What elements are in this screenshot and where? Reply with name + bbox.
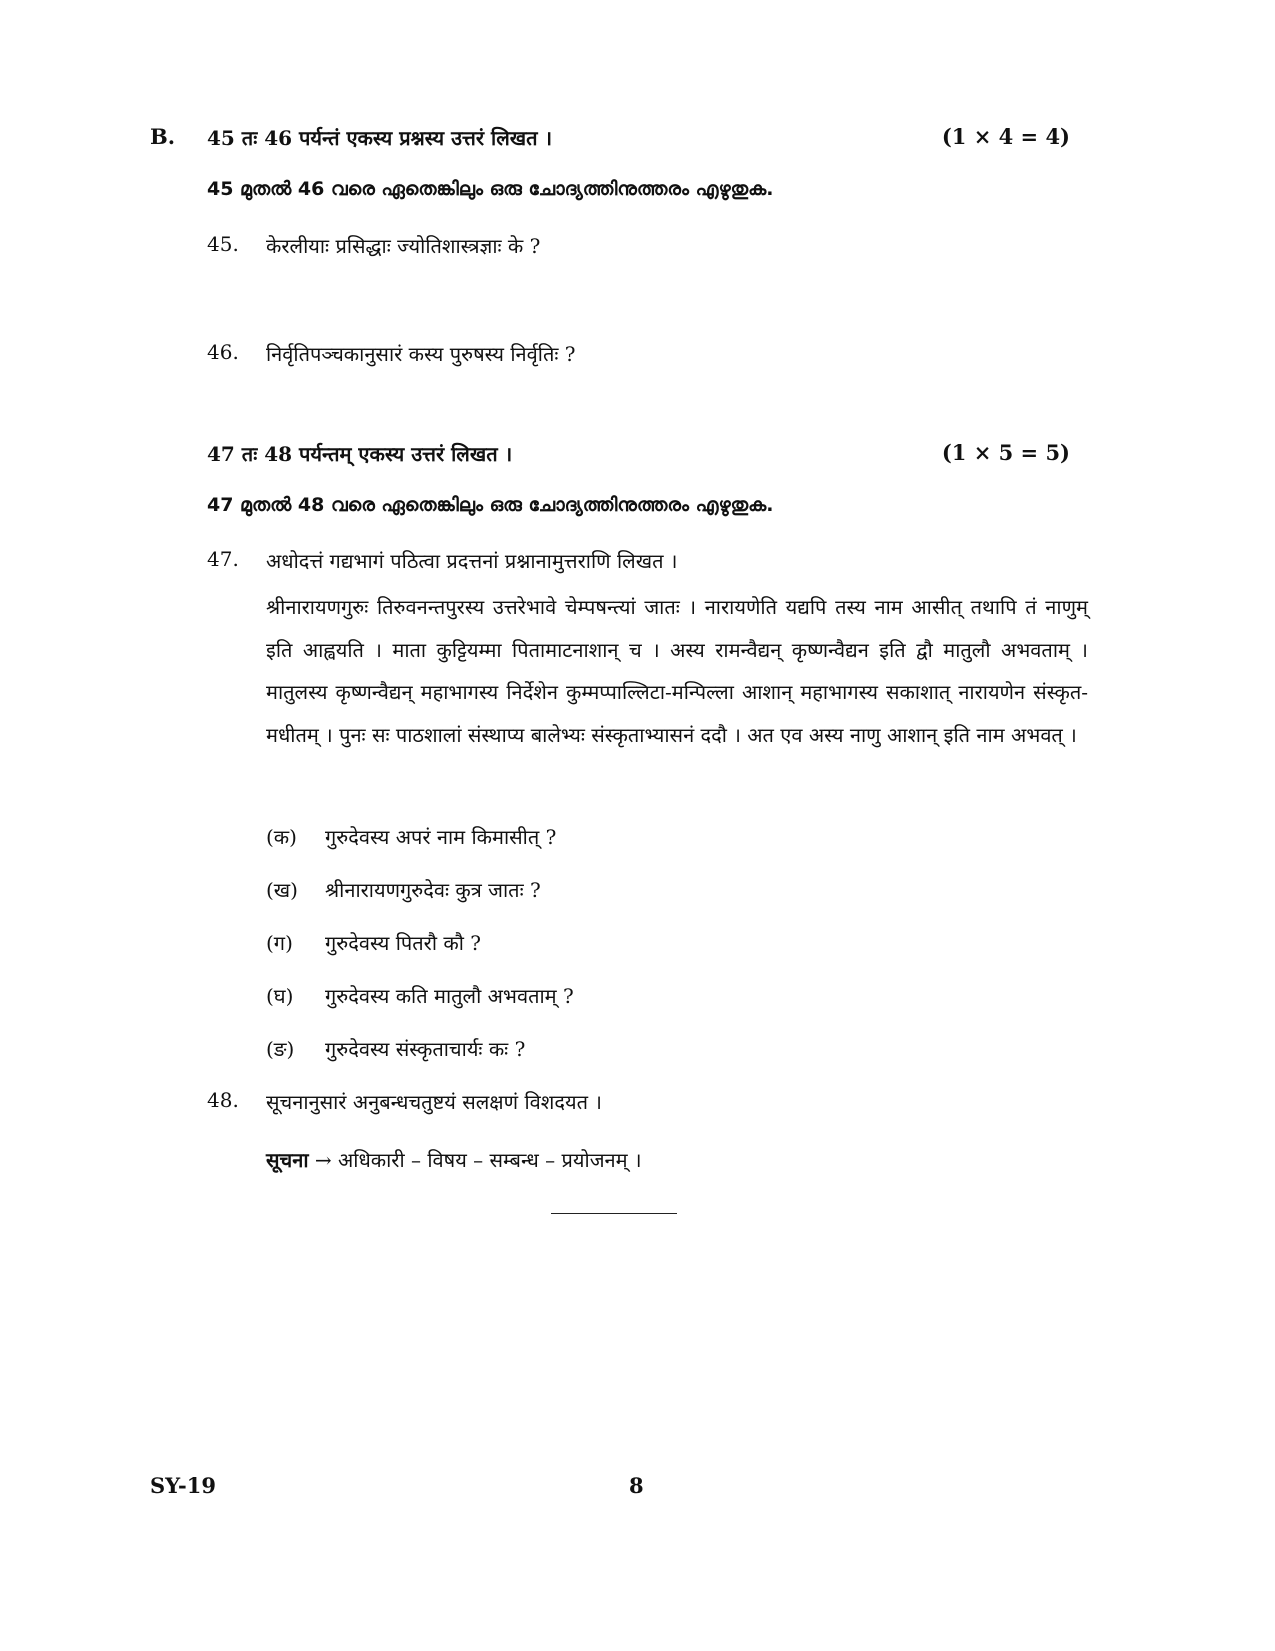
subquestion-text-nga: गुरुदेवस्य संस्कृताचार्यः कः ? (325, 1037, 526, 1061)
question-text-48: सूचनानुसारं अनुबन्धचतुष्टयं सलक्षणं विशदयत । (266, 1090, 602, 1114)
question-text-45: केरलीयाः प्रसिद्धाः ज्योतिशास्त्रज्ञाः के ? (266, 234, 541, 258)
question-text-46: निर्वृतिपञ्चकानुसारं कस्य पुरुषस्य निर्वृतिः ? (266, 342, 576, 366)
question-number-46: 46. (207, 340, 239, 364)
subquestion-text-ka: गुरुदेवस्य अपरं नाम किमासीत् ? (325, 825, 557, 849)
paper-code: SY-19 (150, 1473, 216, 1498)
hint-label: सूचना (266, 1148, 309, 1172)
section-47-malayalam-instruction: 47 മുതൽ 48 വരെ ഏതെങ്കിലും ഒരു ചോദ്യത്തിനുത്തരം എഴുതുക. (207, 494, 774, 516)
section-b-malayalam-instruction: 45 മുതൽ 46 വരെ ഏതെങ്കിലും ഒരു ചോദ്യത്തിനുത്തരം എഴുതുക. (207, 178, 774, 200)
section-letter: B. (150, 124, 176, 149)
subquestion-label-gha: (घ) (266, 984, 294, 1008)
section-47-marks: (1 × 5 = 5) (941, 440, 1070, 465)
page-number: 8 (629, 1473, 644, 1498)
subquestion-text-gha: गुरुदेवस्य कति मातुलौ अभवताम् ? (325, 984, 574, 1008)
hint-text: अधिकारी – विषय – सम्बन्ध – प्रयोजनम् । (337, 1148, 642, 1172)
prose-passage (266, 586, 1088, 756)
subquestion-label-ka: (क) (266, 825, 297, 849)
section-47-instruction: 47 तः 48 पर्यन्तम् एकस्य उत्तरं लिखत । (207, 442, 513, 466)
end-rule (551, 1213, 677, 1214)
passage-text: श्रीनारायणगुरुः तिरुवनन्तपुरस्य उत्तरेभावे चेम्पषन्त्यां जातः । नारायणेति यद्यपि तस्य नाम आसीत् तथापि तं नाणुम् इति आह्वयति । माता कुट्टियम्मा पितामाटनाशान् च । अस्य रामन्वैद्यन् कृष्णन्वैद्यन इति द्वौ मातुलौ अभवताम् । मातुलस्य कृष्णन्वैद्यन् महाभागस्य निर्देशेन कुम्मप्पाल्लिटा-मन्पिल्ला आशान् महाभागस्य सकाशात् नारायणेन संस्कृत-मधीतम् । पुनः सः पाठशालां संस्थाप्य बालेभ्यः संस्कृताभ्यासनं ददौ । अत एव अस्य नाणु आशान् इति नाम अभवत् । (266, 595, 1088, 747)
subquestion-label-ga: (ग) (266, 931, 293, 955)
question-number-48: 48. (207, 1088, 239, 1112)
subquestion-text-kha: श्रीनारायणगुरुदेवः कुत्र जातः ? (325, 878, 541, 902)
right-arrow-icon: → (314, 1148, 332, 1172)
question-number-45: 45. (207, 232, 239, 256)
section-b-instruction: 45 तः 46 पर्यन्तं एकस्य प्रश्नस्य उत्तरं लिखत । (207, 126, 553, 150)
subquestion-text-ga: गुरुदेवस्य पितरौ कौ ? (325, 931, 481, 955)
subquestion-label-nga: (ङ) (266, 1037, 295, 1061)
subquestion-label-kha: (ख) (266, 878, 298, 902)
question-text-47: अधोदत्तं गद्यभागं पठित्वा प्रदत्तनां प्रश्नानामुत्तराणि लिखत । (266, 549, 678, 573)
question-number-47: 47. (207, 547, 239, 571)
section-b-marks: (1 × 4 = 4) (941, 124, 1070, 149)
hint-line (266, 1146, 642, 1173)
